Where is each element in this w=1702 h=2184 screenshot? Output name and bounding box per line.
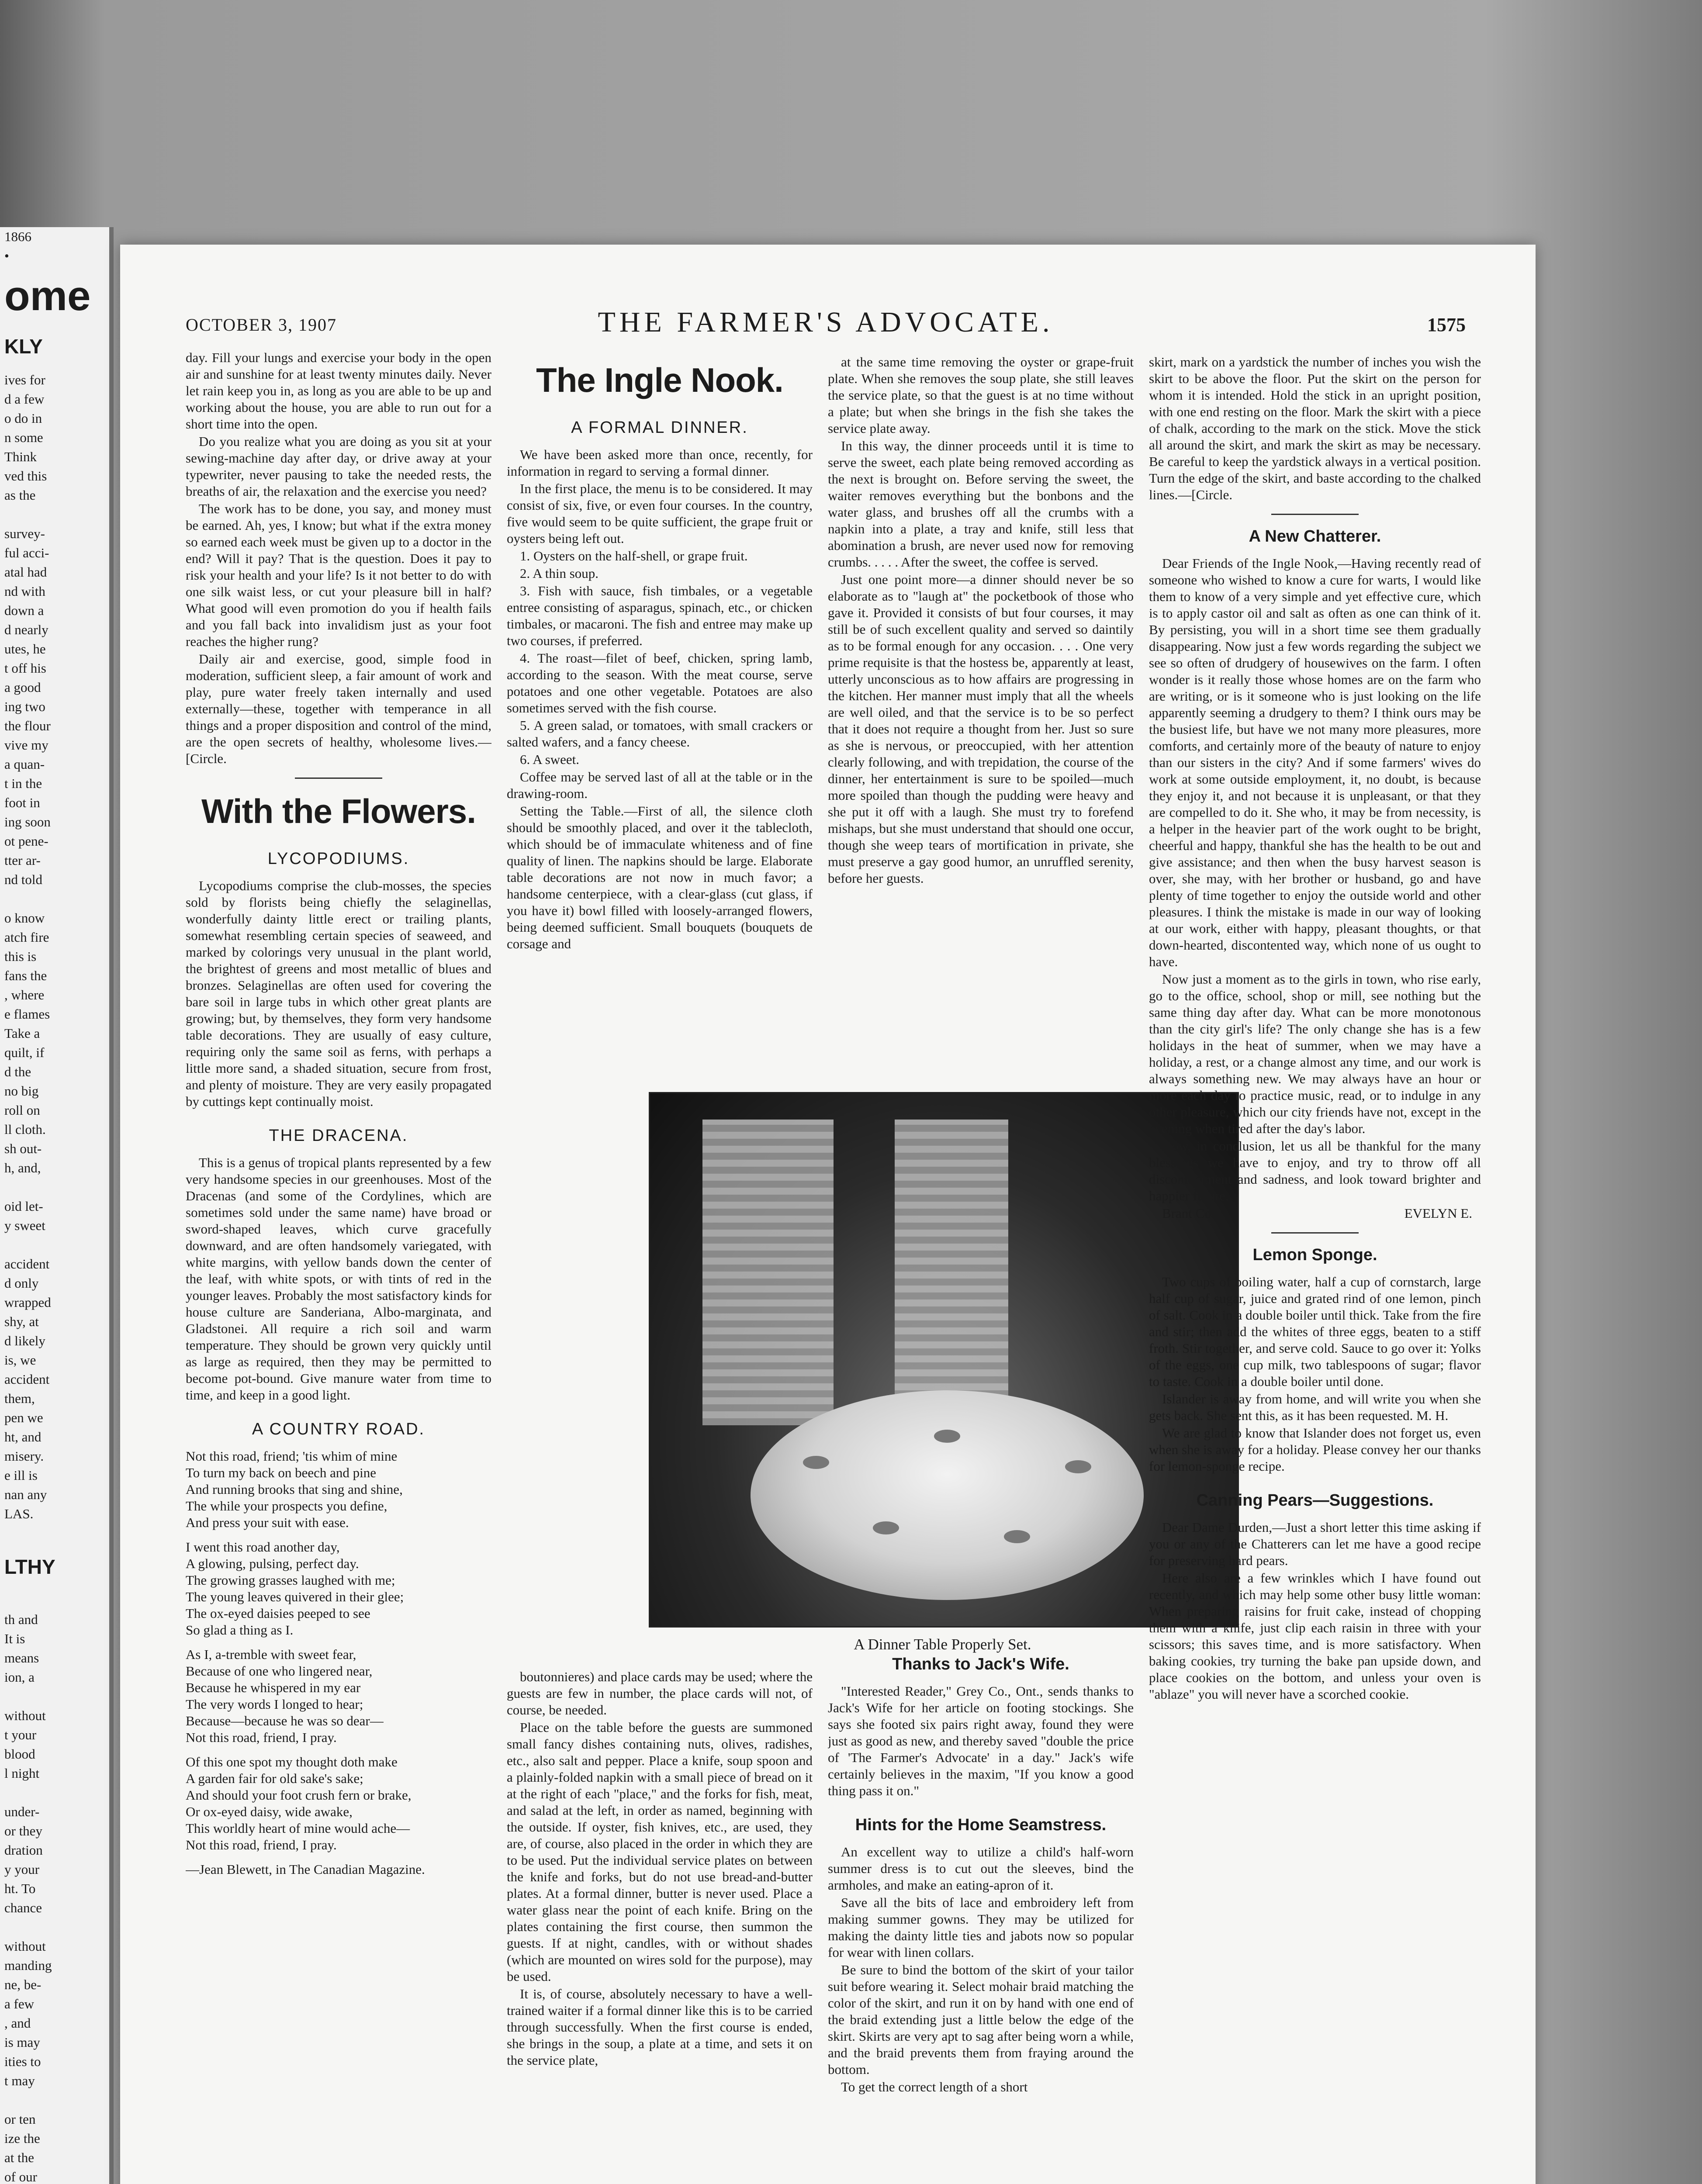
lemon-sponge-recipe bbox=[1149, 1274, 1481, 1475]
prev-page-line: y sweet bbox=[4, 1218, 45, 1233]
dinner-article-part-3 bbox=[507, 1669, 813, 2069]
paragraph: Setting the Table.—First of all, the silence cloth should be smoothly placed, and over it the tablecloth, which should be of immaculate whiteness and of fine quality of linen. The napkins should be large. Elaborate table decorations are not now in much favor; a handsome centerpiece, with a clear-glass (cut glass, if you have it) bowl filled with loosely-arranged flowers, being deemed sufficient. Small bouquets (bouquets de corsage and bbox=[507, 803, 813, 951]
table-setting bbox=[1065, 1460, 1091, 1473]
section-divider bbox=[1271, 1232, 1359, 1234]
prev-page-line: KLY bbox=[4, 335, 43, 358]
poem-stanza bbox=[186, 1754, 491, 1853]
paragraph: Just one point more—a dinner should never be so elaborate as to "laugh at" the pocketbook of those who gave it. Provided it consists of but four courses, it may still be of such excellent quality and served so daintily as to be formal enough for any occasion. . . . One very prime requisite is that the hostess be, apparently at least, utterly unconscious as to how affairs are progressing in the kitchen. Her manner must imply that all the wheels are well oiled, and that the service is to be so perfect that it does not require a thought from her. Just so sure as she is nervous, or preoccupied, with her attention clearly following, and with trepidation, the course of the dinner, her entertainment is sure to be spoiled—much more spoiled than though the pudding were heavy and she put it off with a laugh. She must try to forefend mishaps, but she must understand that should one occur, though she weep tears of mortification in private, she must preserve a gay good humor, an unruffled serenity, before her guests. bbox=[828, 572, 1134, 886]
prev-page-line: roll on bbox=[4, 1102, 40, 1118]
poem-stanza bbox=[186, 1539, 491, 1638]
prev-page-line: o do in bbox=[4, 411, 42, 426]
header-date: OCTOBER 3, 1907 bbox=[186, 315, 337, 335]
column-3-bottom bbox=[828, 1653, 1134, 2184]
subheading-lemon-sponge: Lemon Sponge. bbox=[1252, 1246, 1377, 1264]
poem-line: This worldly heart of mine would ache— bbox=[186, 1821, 410, 1836]
prev-page-line: tter ar- bbox=[4, 853, 41, 868]
paragraph: We are glad to know that Islander does not forget us, even when she is away for a holiday. Please convey her our thanks for lemon-sponge recipe. bbox=[1149, 1425, 1481, 1474]
prev-page-line: the flour bbox=[4, 718, 51, 733]
paragraph: 5. A green salad, or tomatoes, with small crackers or salted wafers, and a fancy cheese. bbox=[507, 718, 813, 750]
prev-page-line: down a bbox=[4, 603, 44, 618]
prev-page-line: under- bbox=[4, 1804, 40, 1819]
paragraph: Be sure to bind the bottom of the skirt of your tailor suit before wearing it. Select mohair braid matching the color of the skirt, and run it on by hand with one end of the braid extending just a little below the edge of the skirt. Skirts are very apt to sag after being worn a while, and the braid prevents them from fraying around the bottom. bbox=[828, 1962, 1134, 2077]
prev-page-line: of our bbox=[4, 2169, 37, 2184]
prev-page-line: t off his bbox=[4, 660, 46, 676]
poem-line: The very words I longed to hear; bbox=[186, 1697, 363, 1712]
paragraph: Now just a moment as to the girls in town, who rise early, go to the office, school, shop or mill, see nothing but the same thing day after day. What can be more monotonous than the city girl's life? The only change she has is a few holidays in the heat of summer, when we may have a holiday, a rest, or a change almost any time, and our work is always something new. We may always have an hour or more each day to practice music, read, or to indulge in any other pleasure, which our city friends have not, except in the evening when tired after the day's labor. bbox=[1149, 971, 1481, 1136]
prev-page-line: is, we bbox=[4, 1352, 36, 1368]
poem-line: And should your foot crush fern or brake, bbox=[186, 1787, 412, 1803]
prev-page-line: accident bbox=[4, 1256, 50, 1272]
paragraph: 4. The roast—filet of beef, chicken, spring lamb, according to the season. With the meat course, serve potatoes and one other vegetable. Potatoes are also sometimes served with the fish course. bbox=[507, 650, 813, 715]
paragraph: Save all the bits of lace and embroidery left from making summer gowns. They may be utilized for making the dainty little ties and jabots now so popular for wear with linen collars. bbox=[828, 1895, 1134, 1960]
prev-page-line bbox=[0, 505, 109, 524]
paragraph: "Interested Reader," Grey Co., Ont., sends thanks to Jack's Wife for her article on footing stockings. She says she footed six pairs right away, found they were just as good as new, and thereby saved "double the price of 'The Farmer's Advocate' in a day." Jack's wife certainly believes in the maxim, "If you know a good thing pass it on." bbox=[828, 1683, 1134, 1798]
paragraph: Dear Friends of the Ingle Nook,—Having recently read of someone who wished to know a cure for warts, I would like them to know of a very simple and yet effective cure, which is to apply castor oil and salt as often as one can think of it. By persisting, you will in a short time see them gradually disappearing. Now just a few words regarding the subject we see so often of drudgery of housewives on the farm. I often wonder is it really those whose homes are on the farm who are writing, or is it someone who is just looking on the life apparently seeming a drudgery to them? I think ours may be the busiest life, but have we not many more pleasures, more comforts, and certainly more of the beauty of nature to enjoy than our sisters in the city? And if some farmers' wives do work at some outside employment, it, no doubt, is because they enjoy it, and not because it is unpleasant, or that they are compelled to do it. She who, it may be from necessity, is a helper in the heavier part of the work ought to be bright, cheerful and happy, thankful she has the health to be out and give assistance; and then when the busy harvest season is over, she may, with her brother or husband, go and have plenty of time together to enjoy the outside world and other pleasures. I think the mistake is made in our way of looking at our work, either with happy, pleasant thoughts, or that down-hearted, discontented way, which none of us ought to have. bbox=[1149, 556, 1481, 969]
prev-page-line: ne, be- bbox=[4, 1977, 42, 1992]
prev-page-line: d only bbox=[4, 1275, 39, 1291]
table-setting bbox=[803, 1456, 829, 1469]
prev-page-line: th and bbox=[4, 1612, 38, 1627]
prev-page-line: , where bbox=[4, 987, 45, 1002]
prev-page-line: ion, a bbox=[4, 1669, 35, 1685]
poem-line: The young leaves quivered in their glee; bbox=[186, 1589, 404, 1604]
prev-page-line: d a few bbox=[4, 391, 45, 407]
prev-page-line: chance bbox=[4, 1900, 42, 1915]
prev-page-line: atal had bbox=[4, 564, 47, 580]
prev-page-line: them, bbox=[4, 1391, 35, 1406]
health-article bbox=[186, 349, 491, 767]
prev-page-line: shy, at bbox=[4, 1314, 39, 1329]
prev-page-line: wrapped bbox=[4, 1295, 51, 1310]
paragraph: Here also are a few wrinkles which I have found out recently, and which may help some other busy little woman: When preparing raisins for fruit cake, instead of chopping them with a knife, just clip each raisin in three with your scissors; this saves time, and is more satisfactory. When baking cookies, try turning the bake pan upside down, and place cookies on the bottom, and unless your oven is "ablaze" you will never have a scorched cookie. bbox=[1149, 1570, 1481, 1702]
prev-page-line: d likely bbox=[4, 1333, 45, 1348]
poem-line: To turn my back on beech and pine bbox=[186, 1465, 376, 1480]
subheading-formal-dinner: A FORMAL DINNER. bbox=[571, 418, 748, 437]
paragraph: Dear Dame Durden,—Just a short letter this time asking if you or any of the Chatterers can let me have a good recipe for preserving hard pears. bbox=[1149, 1520, 1481, 1568]
poem-line: Not this road, friend, I pray. bbox=[186, 1730, 337, 1745]
table-setting bbox=[873, 1521, 899, 1534]
prev-page-line bbox=[0, 1235, 109, 1254]
prev-page-line: no big bbox=[4, 1083, 39, 1099]
poem-line: And running brooks that sing and shine, bbox=[186, 1482, 403, 1497]
prev-page-line: a few bbox=[4, 1996, 34, 2011]
paragraph: day. Fill your lungs and exercise your body in the open air and sunshine for at least twenty minutes daily. Never let rain keep you in, as long as you are able to be up and working about the house, you are able to run out for a short time into the open. bbox=[186, 350, 491, 432]
window-curtain bbox=[702, 1120, 834, 1425]
prev-page-line: or they bbox=[4, 1823, 42, 1838]
seamstress-article bbox=[828, 1844, 1134, 2095]
prev-page-line: sh out- bbox=[4, 1141, 42, 1156]
prev-page-line: t may bbox=[4, 2073, 35, 2088]
poem-country-road bbox=[186, 1448, 491, 1853]
table-setting bbox=[934, 1430, 960, 1443]
prev-page-line: ize the bbox=[4, 2131, 40, 2146]
subheading-lycopodiums: LYCOPODIUMS. bbox=[267, 850, 410, 868]
column-2-bottom bbox=[507, 1669, 813, 2184]
paragraph: Do you realize what you are doing as you sit at your sewing-machine day after day, or drive away at your typewriter, never pausing to take the needed rests, the breaths of air, the relaxation and the exercise you need? bbox=[186, 434, 491, 499]
prev-page-line: atch fire bbox=[4, 930, 49, 945]
subheading-canning-pears: Canning Pears—Suggestions. bbox=[1196, 1491, 1434, 1510]
prev-page-line: nd told bbox=[4, 872, 42, 887]
prev-page-line: ome bbox=[4, 273, 91, 319]
prev-page-line: ful acci- bbox=[4, 545, 49, 560]
newspaper-page bbox=[120, 245, 1536, 2184]
prev-page-line: survey- bbox=[4, 526, 45, 541]
prev-page-line: misery. bbox=[4, 1448, 44, 1464]
prev-page-line: is may bbox=[4, 2035, 40, 2050]
prev-page-line bbox=[0, 1524, 109, 1543]
column-1 bbox=[186, 349, 491, 2184]
header-title: THE FARMER'S ADVOCATE. bbox=[598, 306, 1054, 338]
prev-page-line: means bbox=[4, 1650, 39, 1666]
subheading-dracena: THE DRACENA. bbox=[269, 1127, 408, 1145]
paragraph: 1. Oysters on the half-shell, or grape fruit. bbox=[520, 548, 748, 563]
prev-page-line: utes, he bbox=[4, 641, 46, 657]
poem-line: So glad a thing as I. bbox=[186, 1622, 294, 1638]
column-4 bbox=[1149, 354, 1481, 2184]
prev-page-line: a quan- bbox=[4, 757, 45, 772]
prev-page-line: , and bbox=[4, 2015, 31, 2031]
paragraph: Lycopodiums comprise the club-mosses, the species sold by florists being chiefly the selaginellas, wonderfully dainty little erect or trailing plants, somewhat resembling certain species of seaweed, and marked by colorings very unusual in the plant world, the brightest of greens and most metallic of blues and bronzes. Selaginellas are often used for covering the bare soil in large tubs in which other great plants are growing; but, by themselves, they form very handsome table decorations. They are usually of easy culture, requiring only the same soil as ferns, with perhaps a little more sand, a shaded situation, secure from frost, and plenty of moisture. They are very easily propagated by cuttings kept continually moist. bbox=[186, 878, 491, 1109]
poem-line: And press your suit with ease. bbox=[186, 1515, 349, 1530]
prev-page-line: as the bbox=[4, 487, 36, 503]
paragraph: The work has to be done, you say, and money must be earned. Ah, yes, I know; but what if the extra money so earned each week must be given up to a doctor in the end? Will it pay? That is the question. Does it pay to risk your health and your life? Is it not better to do with one silk waist less, or cut your pleasure bill in half? What good will even promotion do you if health fails and you fall back into invalidism just as your foot reaches the higher rung? bbox=[186, 501, 491, 649]
prev-page-line: without bbox=[4, 1939, 46, 1954]
prev-page-line: ing two bbox=[4, 699, 45, 714]
prev-page-line: y your bbox=[4, 1862, 40, 1877]
prev-page-line: nd with bbox=[4, 584, 45, 599]
prev-page-line bbox=[0, 1178, 109, 1197]
section-divider bbox=[1271, 514, 1359, 515]
paragraph: To get the correct length of a short bbox=[841, 2079, 1028, 2094]
poem-line: Because—because he was so dear— bbox=[186, 1713, 384, 1728]
prev-page-line: e ill is bbox=[4, 1468, 38, 1483]
prev-page-line bbox=[0, 1687, 109, 1706]
prev-page-line: It is bbox=[4, 1631, 25, 1646]
paragraph: Two cups of boiling water, half a cup of cornstarch, large half cup of sugar, juice and grated rind of one lemon, pinch of salt. Cook in a double boiler until thick. Take from the fire and stir; then add the whites of three eggs, beaten to a stiff froth. Stir together, and serve cold. Sauce to go over it: Yolks of the eggs, one cup milk, two tablespoons of sugar; flavor to taste. Cook in a double boiler until done. bbox=[1149, 1274, 1481, 1389]
prev-page-line: without bbox=[4, 1708, 46, 1723]
prev-page-line bbox=[0, 889, 109, 909]
paragraph: 3. Fish with sauce, fish timbales, or a vegetable entree consisting of asparagus, spinach, etc., or chicken timbales, or macaroni. The fish and entree may make up two courses, if preferred. bbox=[507, 583, 813, 648]
paragraph: In this way, the dinner proceeds until it is time to serve the sweet, each plate being removed according as the next is brought on. Before serving the sweet, the waiter removes everything but the bonbons and the water glass, and brushes off all the crumbs with a napkin into a plate, a tray and knife, still less that abomination a brush, are never used now for removing crumbs. . . . . After the sweet, the coffee is served. bbox=[828, 438, 1134, 570]
paragraph: Now, in conclusion, let us all be thankful for the many blessings we have to enjoy, and try to throw off all discontentment and sadness, and look toward brighter and happier future. bbox=[1149, 1138, 1481, 1203]
prev-page-line: quilt, if bbox=[4, 1045, 45, 1060]
prev-page-line: accident bbox=[4, 1372, 50, 1387]
prev-page-line: Take a bbox=[4, 1026, 40, 1041]
poem-line: A glowing, pulsing, perfect day. bbox=[186, 1556, 359, 1571]
subheading-jacks-wife: Thanks to Jack's Wife. bbox=[892, 1655, 1069, 1673]
prev-page-line: • bbox=[4, 248, 9, 263]
dinner-article-part-2 bbox=[828, 354, 1134, 887]
poem-line: Or ox-eyed daisy, wide awake, bbox=[186, 1804, 353, 1819]
paragraph: We have been asked more than once, recently, for information in regard to serving a formal dinner. bbox=[507, 447, 813, 479]
prev-page-line: ives for bbox=[4, 372, 45, 387]
prev-page-line: blood bbox=[4, 1746, 35, 1762]
prev-page-line: oid let- bbox=[4, 1199, 43, 1214]
canning-pears-letter bbox=[1149, 1519, 1481, 1703]
paragraph: Islander is away from home, and will write you when she gets back. She sent this, as it has been requested. M. H. bbox=[1149, 1391, 1481, 1423]
header-page-number: 1575 bbox=[1427, 314, 1466, 335]
poem-line: The ox-eyed daisies peeped to see bbox=[186, 1606, 370, 1621]
subheading-new-chatterer: A New Chatterer. bbox=[1249, 527, 1381, 546]
prev-page-line: dration bbox=[4, 1842, 43, 1858]
paragraph: In the first place, the menu is to be considered. It may consist of six, five, or even four courses. In the country, five would seem to be quite sufficient, the grape fruit or oysters being left out. bbox=[507, 481, 813, 546]
poem-line: Not this road, friend, I pray. bbox=[186, 1837, 337, 1852]
prev-page-line: h, and, bbox=[4, 1160, 41, 1175]
prev-page-line: pen we bbox=[4, 1410, 43, 1425]
paragraph: boutonnieres) and place cards may be used; where the guests are few in number, the place cards will not, of course, be needed. bbox=[507, 1669, 813, 1717]
section-heading-flowers: With the Flowers. bbox=[201, 792, 476, 830]
prev-page-line: l night bbox=[4, 1766, 40, 1781]
prev-page-line: ot pene- bbox=[4, 833, 48, 849]
prev-page-line: d the bbox=[4, 1064, 31, 1079]
dinner-article-part-1 bbox=[507, 446, 813, 952]
photo-caption: A Dinner Table Properly Set. bbox=[854, 1636, 1031, 1653]
poem-line: Because he whispered in my ear bbox=[186, 1680, 361, 1695]
poem-heading: A COUNTRY ROAD. bbox=[252, 1420, 426, 1438]
paragraph: 6. A sweet. bbox=[520, 752, 580, 767]
set-dinner-table bbox=[751, 1390, 1144, 1600]
prev-page-line: this is bbox=[4, 949, 37, 964]
poem-attribution: —Jean Blewett, in The Canadian Magazine. bbox=[186, 1862, 425, 1877]
paragraph: at the same time removing the oyster or grape-fruit plate. When she removes the soup plate, she still leaves the service plate, so that the guest is at no time without a plate; but when she brings in the fish she takes the service plate away. bbox=[828, 354, 1134, 436]
signature-location: Brant Co. bbox=[1162, 1206, 1215, 1221]
prev-page-line: at the bbox=[4, 2150, 34, 2165]
subheading-home-seamstress: Hints for the Home Seamstress. bbox=[855, 1816, 1107, 1834]
prev-page-line: t your bbox=[4, 1727, 37, 1742]
poem-line: I went this road another day, bbox=[186, 1539, 340, 1555]
paragraph: Coffee may be served last of all at the table or in the drawing-room. bbox=[507, 769, 813, 801]
window-curtain bbox=[895, 1120, 1008, 1425]
previous-page-edge bbox=[0, 227, 114, 2184]
prev-page-line: LAS. bbox=[4, 1506, 34, 1521]
page-header bbox=[186, 306, 1466, 345]
poem-line: The while your prospects you define, bbox=[186, 1498, 387, 1514]
prev-page-line: ing soon bbox=[4, 814, 51, 829]
chatterer-letter bbox=[1149, 555, 1481, 1204]
prev-page-line: fans the bbox=[4, 968, 47, 983]
prev-page-line: a good bbox=[4, 680, 41, 695]
poem-stanza bbox=[186, 1646, 491, 1746]
prev-page-line: 1866 bbox=[4, 229, 31, 244]
paragraph: Daily air and exercise, good, simple food in moderation, sufficient sleep, a fair amount of work and play, pure water freely taken internally and used externally—these, together with temperance in all things and a proper disposition and control of the mind, are the open secrets of healthy, wholesome lives.—[Circle. bbox=[186, 651, 491, 766]
prev-page-line: ved this bbox=[4, 468, 47, 484]
prev-page-line: e flames bbox=[4, 1006, 50, 1022]
prev-page-line: d nearly bbox=[4, 622, 48, 637]
prev-page-line: ht. To bbox=[4, 1881, 36, 1896]
paragraph: 2. A thin soup. bbox=[520, 566, 599, 581]
prev-page-line bbox=[0, 1591, 109, 1610]
prev-page-line bbox=[0, 1783, 109, 1802]
poem-line: A garden fair for old sake's sake; bbox=[186, 1771, 363, 1786]
paragraph: skirt, mark on a yardstick the number of inches you wish the skirt to be above the floor. Put the skirt on the person for whom it is intended. Hold the stick in an upright position, with one end resting on the floor. Mark the skirt with a piece of chalk, according to the mark on the stick. Move the stick all around the skirt, and mark the skirt as may be necessary. Be careful to keep the yardstick always in a vertical position. Turn the edge of the skirt, and baste according to the chalked lines.—[Circle. bbox=[1149, 354, 1481, 502]
column-2-top bbox=[507, 349, 813, 1075]
section-heading-ingle-nook: The Ingle Nook. bbox=[536, 361, 783, 399]
prev-page-line: or ten bbox=[4, 2111, 36, 2127]
prev-page-line: ities to bbox=[4, 2054, 41, 2069]
paragraph: It is, of course, absolutely necessary to have a well-trained waiter if a formal dinner like this is to be carried through successfully. When the first course is ended, she brings in the soup, a plate at a time, and sets it on the service plate, bbox=[507, 1986, 813, 2068]
prev-page-line: vive my bbox=[4, 737, 48, 753]
prev-page-line: manding bbox=[4, 1958, 52, 1973]
table-setting bbox=[1004, 1530, 1030, 1543]
paragraph: Place on the table before the guests are summoned small fancy dishes containing nuts, olives, radishes, etc., also salt and pepper. Place a knife, soup spoon and a plainly-folded napkin with a small piece of bread on it at the right of each "place," and the forks for fish, meat, and salad at the left, in order as named, beginning with the outside. If oyster, fish knives, etc., are used, they are, of course, also placed in the order in which they are to be used. Put the individual service plates on between the knife and forks, but do not use bread-and-butter plates. At a formal dinner, butter is never used. Place a water glass near the point of each knife. Bring on the plates containing the first course, then summon the guests. If at night, candles, with or without shades (which are mounted on wires sold for the purpose), may be used. bbox=[507, 1720, 813, 1984]
poem-line: Of this one spot my thought doth make bbox=[186, 1754, 398, 1769]
poem-line: The growing grasses laughed with me; bbox=[186, 1572, 395, 1588]
prev-page-line: ht, and bbox=[4, 1429, 42, 1444]
prev-page-line: o know bbox=[4, 910, 45, 926]
prev-page-line bbox=[0, 2091, 109, 2110]
column-3-top bbox=[828, 354, 1134, 1075]
prev-page-line: LTHY bbox=[4, 1555, 55, 1578]
signature-name: EVELYN E. bbox=[1404, 1206, 1472, 1221]
letter-signature bbox=[1149, 1205, 1481, 1222]
paragraph: This is a genus of tropical plants represented by a few very handsome species in our greenhouses. Most of the Dracenas (and some of the Cordylines, which are sometimes sold under the same name) have broad or sword-shaped leaves, which curve gracefully downward, and are often handsomely variegated, with white margins, with yellow bands down the center of the leaf, with white spots, or with tints of red in the younger leaves. Probably the most satisfactory kinds for house culture are Sanderiana, Albo-marginata, and Gladstonei. All require a rich soil and warm temperature. They should be grown very quickly until as large as required, then they may be permitted to become pot-bound. Give manure water from time to time, and keep in a good light. bbox=[186, 1155, 491, 1403]
paragraph: An excellent way to utilize a child's half-worn summer dress is to cut out the sleeves, bind the armholes, and make an eating-apron of it. bbox=[828, 1844, 1134, 1893]
poem-stanza bbox=[186, 1448, 491, 1531]
poem-line: Not this road, friend; 'tis whim of mine bbox=[186, 1448, 398, 1464]
prev-page-line: nan any bbox=[4, 1487, 47, 1502]
prev-page-line: foot in bbox=[4, 795, 40, 810]
prev-page-line bbox=[0, 1918, 109, 1937]
prev-page-line: n some bbox=[4, 430, 43, 445]
prev-page-line: t in the bbox=[4, 776, 42, 791]
prev-page-line: Think bbox=[4, 449, 37, 464]
section-divider bbox=[295, 778, 382, 779]
poem-line: As I, a-tremble with sweet fear, bbox=[186, 1647, 356, 1662]
prev-page-line: ll cloth. bbox=[4, 1122, 46, 1137]
poem-line: Because of one who lingered near, bbox=[186, 1663, 373, 1679]
